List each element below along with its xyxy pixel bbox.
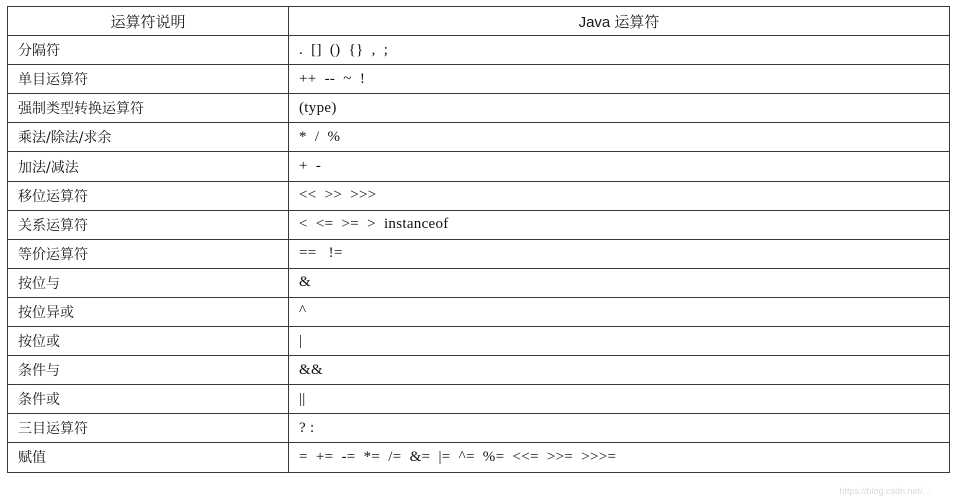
table-row bbox=[8, 239, 950, 268]
row-description: 按位或 bbox=[8, 327, 289, 356]
row-operators: << >> >>> bbox=[289, 181, 950, 210]
table-row bbox=[8, 94, 950, 123]
row-operators: ++ -- ~ ! bbox=[289, 65, 950, 94]
row-operators: (type) bbox=[289, 94, 950, 123]
row-description: 分隔符 bbox=[8, 36, 289, 65]
table-row bbox=[8, 210, 950, 239]
table-row bbox=[8, 181, 950, 210]
row-description: 三目运算符 bbox=[8, 414, 289, 443]
watermark: https://blog.csdn.net/... bbox=[839, 486, 930, 496]
row-operators: || bbox=[289, 385, 950, 414]
row-description: 强制类型转换运算符 bbox=[8, 94, 289, 123]
row-description: 按位异或 bbox=[8, 297, 289, 326]
row-operators: ? : bbox=[289, 414, 950, 443]
row-operators: & bbox=[289, 268, 950, 297]
row-operators: < <= >= > instanceof bbox=[289, 210, 950, 239]
row-description: 移位运算符 bbox=[8, 181, 289, 210]
table-row bbox=[8, 152, 950, 181]
table-row bbox=[8, 414, 950, 443]
row-description: 等价运算符 bbox=[8, 239, 289, 268]
row-operators: == != bbox=[289, 239, 950, 268]
operator-table-container bbox=[7, 6, 949, 473]
row-operators: + - bbox=[289, 152, 950, 181]
table-header-row bbox=[8, 7, 950, 36]
header-java-operators: Java 运算符 bbox=[289, 7, 950, 36]
table-row bbox=[8, 327, 950, 356]
table-row bbox=[8, 297, 950, 326]
row-description: 按位与 bbox=[8, 268, 289, 297]
row-operators: = += -= *= /= &= |= ^= %= <<= >>= >>>= bbox=[289, 443, 950, 472]
row-description: 单目运算符 bbox=[8, 65, 289, 94]
row-description: 条件与 bbox=[8, 356, 289, 385]
row-description: 关系运算符 bbox=[8, 210, 289, 239]
row-operators: ^ bbox=[289, 297, 950, 326]
table-row bbox=[8, 123, 950, 152]
java-operator-table bbox=[7, 6, 950, 473]
row-operators: | bbox=[289, 327, 950, 356]
table-row bbox=[8, 443, 950, 472]
header-description: 运算符说明 bbox=[8, 7, 289, 36]
row-description: 加法/减法 bbox=[8, 152, 289, 181]
row-description: 乘法/除法/求余 bbox=[8, 123, 289, 152]
row-description: 赋值 bbox=[8, 443, 289, 472]
table-row bbox=[8, 268, 950, 297]
table-row bbox=[8, 356, 950, 385]
table-row bbox=[8, 385, 950, 414]
row-description: 条件或 bbox=[8, 385, 289, 414]
row-operators: && bbox=[289, 356, 950, 385]
table-row bbox=[8, 65, 950, 94]
table-row bbox=[8, 36, 950, 65]
row-operators: . [] () {} , ; bbox=[289, 36, 950, 65]
row-operators: * / % bbox=[289, 123, 950, 152]
